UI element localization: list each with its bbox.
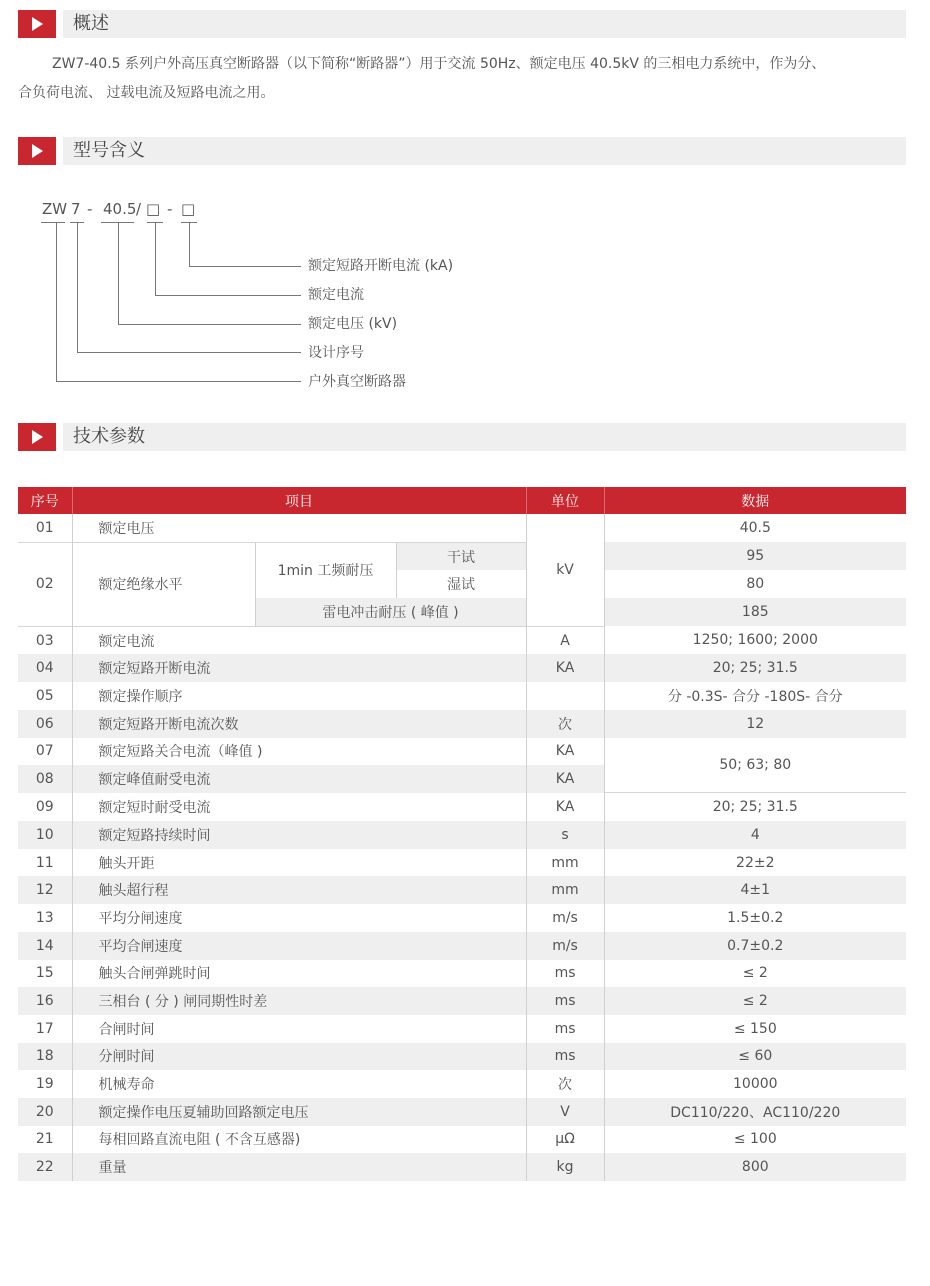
model-part-voltage: 40.5 <box>103 200 137 218</box>
table-row: 雷电冲击耐压 ( 峰值 ) 185 <box>18 598 906 626</box>
table-row: 14 平均合闸速度 m/s 0.7±0.2 <box>18 932 906 960</box>
section-header-tech-params <box>18 423 906 451</box>
table-row: 19 机械寿命 次 10000 <box>18 1070 906 1098</box>
model-label: 额定电流 <box>308 287 364 303</box>
header-unit: 单位 <box>526 487 604 514</box>
table-row: 21 每相回路直流电阻 ( 不含互感器) μΩ ≤ 100 <box>18 1126 906 1154</box>
model-part-sep: - <box>87 200 93 218</box>
model-label: 额定短路开断电流 (kA) <box>308 258 454 274</box>
table-row: 02 额定绝缘水平 1min 工频耐压 干试 95 <box>18 542 906 570</box>
table-row: 10 额定短路持续时间 s 4 <box>18 821 906 849</box>
table-row: 03 额定电流 A 1250; 1600; 2000 <box>18 626 906 654</box>
table-row: 22 重量 kg 800 <box>18 1153 906 1181</box>
table-row: 17 合闸时间 ms ≤ 150 <box>18 1015 906 1043</box>
table-row: 13 平均分闸速度 m/s 1.5±0.2 <box>18 904 906 932</box>
section-title: 型号含义 <box>73 140 145 161</box>
section-title: 概述 <box>73 13 109 34</box>
table-row: 01 额定电压 kV 40.5 <box>18 514 906 542</box>
table-row: 11 触头开距 mm 22±2 <box>18 849 906 877</box>
model-label: 户外真空断路器 <box>308 374 406 390</box>
model-part-series: ZW <box>42 200 68 218</box>
header-no: 序号 <box>18 487 72 514</box>
unit-kv: kV <box>526 514 604 626</box>
model-label: 额定电压 (kV) <box>308 316 398 332</box>
table-row: 04 额定短路开断电流 KA 20; 25; 31.5 <box>18 654 906 682</box>
play-arrow-icon <box>18 423 56 451</box>
model-part-sep2: - <box>167 200 173 218</box>
section-title: 技术参数 <box>73 426 145 447</box>
table-row: 15 触头合闸弹跳时间 ms ≤ 2 <box>18 960 906 988</box>
table-row: 09 额定短时耐受电流 KA 20; 25; 31.5 <box>18 793 906 821</box>
table-header-row <box>18 487 906 514</box>
table-row: 18 分闸时间 ms ≤ 60 <box>18 1043 906 1071</box>
table-row: 06 额定短路开断电流次数 次 12 <box>18 710 906 738</box>
underline <box>41 222 65 223</box>
model-code-diagram <box>0 0 930 420</box>
table-row: 07 额定短路关合电流（峰值 ) KA 50; 63; 80 <box>18 738 906 766</box>
header-item: 项目 <box>72 487 526 514</box>
header-value: 数据 <box>604 487 906 514</box>
model-part-breaking: □ <box>181 200 196 218</box>
overview-text: ZW7-40.5 系列户外高压真空断路器（以下简称“断路器”）用于交流 50Hz、额定电压 40.5kV 的三相电力系统中，作为分、 合负荷电流、 过载电流及短路电流之用。 <box>18 56 826 101</box>
table-row: 08 额定峰值耐受电流 KA <box>18 765 906 793</box>
model-part-current: □ <box>146 200 161 218</box>
table-row: 12 触头超行程 mm 4±1 <box>18 876 906 904</box>
table-row: 湿试 80 <box>18 570 906 598</box>
table-row: 20 额定操作电压夏辅助回路额定电压 V DC110/220、AC110/220 <box>18 1098 906 1126</box>
table-row: 05 额定操作顺序 分 -0.3S- 合分 -180S- 合分 <box>18 682 906 710</box>
model-part-slash: / <box>136 200 142 218</box>
model-part-design: 7 <box>71 200 81 218</box>
table-row: 16 三相台 ( 分 ) 闸同期性时差 ms ≤ 2 <box>18 987 906 1015</box>
spec-table <box>18 487 906 1181</box>
model-label: 设计序号 <box>308 345 364 361</box>
